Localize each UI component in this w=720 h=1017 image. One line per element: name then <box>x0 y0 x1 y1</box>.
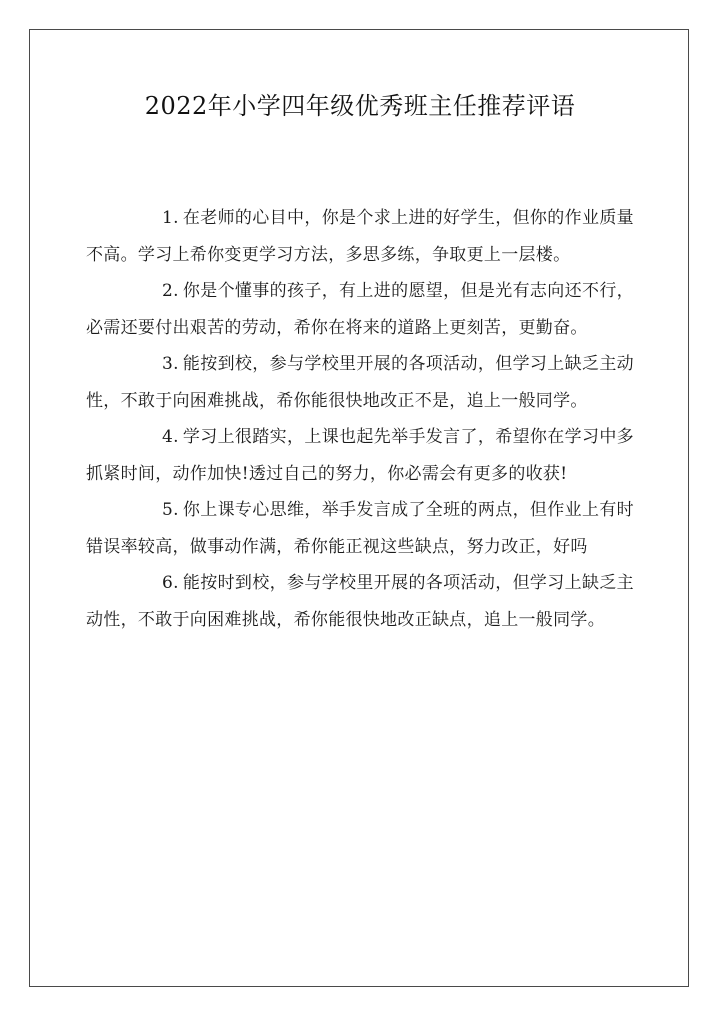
document-title: 2022年小学四年级优秀班主任推荐评语 <box>144 92 576 120</box>
paragraph-text: 你是个懂事的孩子，有上进的愿望，但是光有志向还不行，必需还要付出艰苦的劳动，希你在将来的道路上更刻苦，更勤奋。 <box>86 281 634 338</box>
paragraph-6 <box>86 565 634 638</box>
paragraph-number: 2. <box>162 281 179 301</box>
paragraph-3 <box>86 346 634 419</box>
paragraph-text: 能按到校，参与学校里开展的各项活动，但学习上缺乏主动性，不敢于向困难挑战，希你能很快地改正不是，追上一般同学。 <box>86 354 634 411</box>
paragraph-number: 4. <box>162 427 179 447</box>
paragraph-text: 能按时到校，参与学校里开展的各项活动，但学习上缺乏主动性，不敢于向困难挑战，希你能很快地改正缺点，追上一般同学。 <box>86 573 634 630</box>
paragraph-1 <box>86 200 634 273</box>
paragraph-number: 3. <box>162 354 179 374</box>
paragraph-number: 6. <box>162 573 179 593</box>
paragraph-text: 学习上很踏实，上课也起先举手发言了，希望你在学习中多抓紧时间，动作加快!透过自己的努力，你必需会有更多的收获! <box>86 427 634 484</box>
paragraph-5 <box>86 492 634 565</box>
paragraph-text: 在老师的心目中，你是个求上进的好学生，但你的作业质量不高。学习上希你变更学习方法，多思多练，争取更上一层楼。 <box>86 208 634 265</box>
paragraph-number: 1. <box>162 208 179 228</box>
paragraph-2 <box>86 273 634 346</box>
paragraph-4 <box>86 419 634 492</box>
document-body <box>86 200 634 638</box>
paragraph-number: 5. <box>162 500 179 520</box>
paragraph-text: 你上课专心思维，举手发言成了全班的两点，但作业上有时错误率较高，做事动作满，希你能正视这些缺点，努力改正，好吗 <box>86 500 634 557</box>
